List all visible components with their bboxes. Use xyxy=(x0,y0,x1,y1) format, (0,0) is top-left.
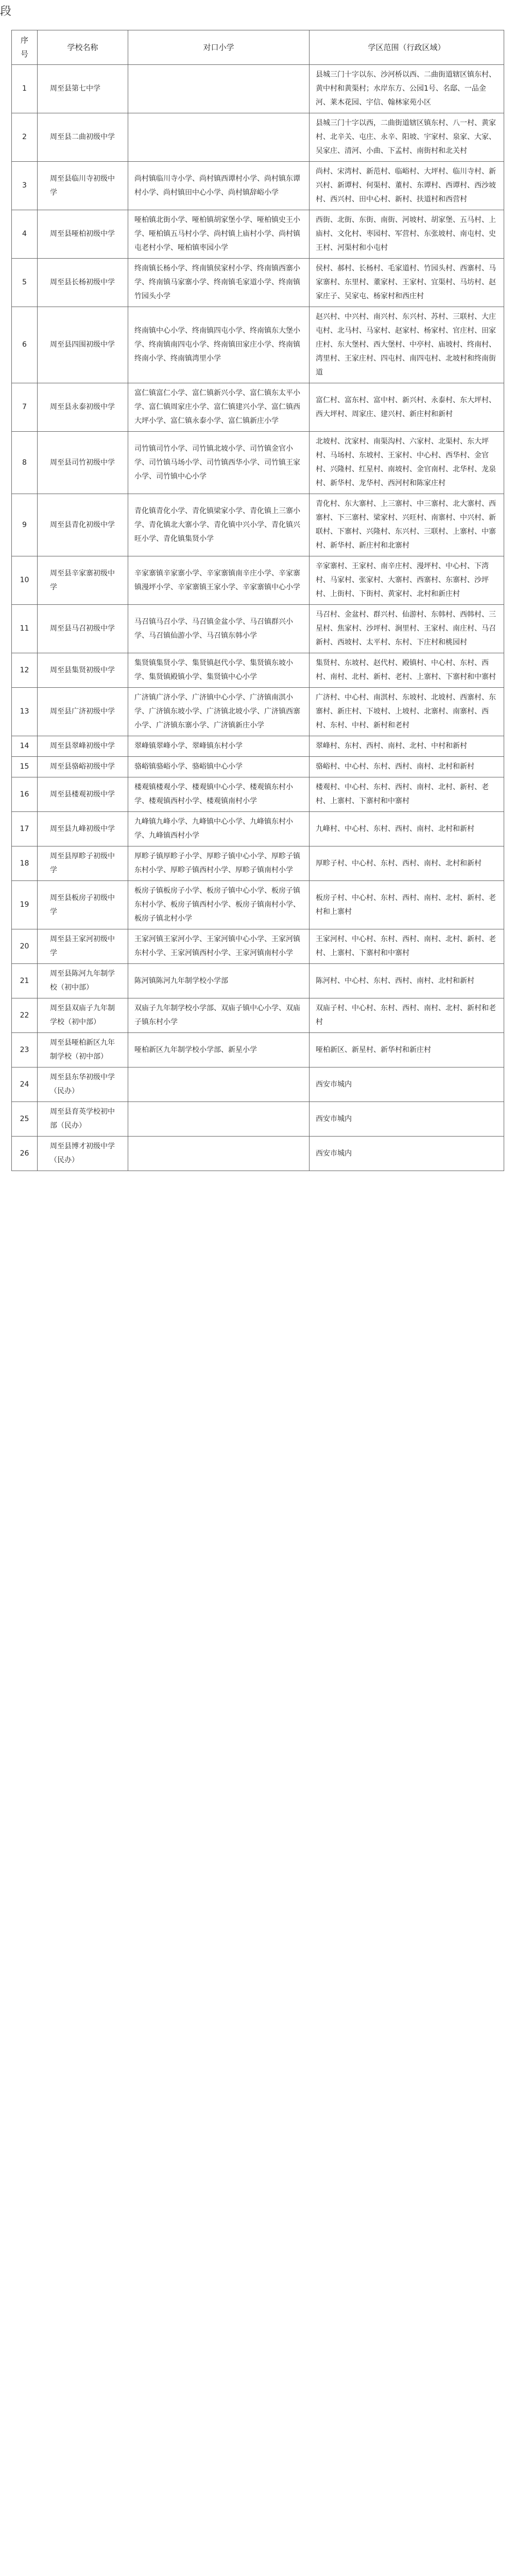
table-row xyxy=(12,998,504,1033)
cell-primary-schools: 哑柏镇北街小学、哑柏镇胡家堡小学、哑柏镇史王小学、哑柏镇五马村小学、尚村镇上庙村小学、尚村镇屯老村小学、哑柏镇枣园小学 xyxy=(128,210,310,259)
table-row xyxy=(12,432,504,494)
cell-primary-schools xyxy=(128,113,310,162)
table-row xyxy=(12,757,504,777)
table-row xyxy=(12,65,504,113)
cell-index: 15 xyxy=(12,757,38,777)
table-row xyxy=(12,736,504,757)
cell-district-range: 西安市城内 xyxy=(310,1067,504,1102)
cell-school-name: 周至县二曲初级中学 xyxy=(38,113,128,162)
cell-index: 12 xyxy=(12,653,38,688)
cell-index: 23 xyxy=(12,1033,38,1067)
cell-school-name: 周至县翠峰初级中学 xyxy=(38,736,128,757)
cell-primary-schools: 终南镇中心小学、终南镇四屯小学、终南镇东大堡小学、终南镇南四屯小学、终南镇田家庄小学、终南镇终南小学、终南镇湾里小学 xyxy=(128,307,310,383)
cell-primary-schools: 九峰镇九峰小学、九峰镇中心小学、九峰镇东村小学、九峰镇西村小学 xyxy=(128,812,310,846)
table-row xyxy=(12,210,504,259)
table xyxy=(11,30,504,1171)
cell-school-name: 周至县辛家寨初级中学 xyxy=(38,556,128,605)
cell-index: 19 xyxy=(12,881,38,929)
header-primary: 对口小学 xyxy=(128,30,310,65)
header-school: 学校名称 xyxy=(38,30,128,65)
cell-index: 18 xyxy=(12,846,38,881)
cell-district-range: 集贤村、东坡村、赵代村、殿镇村、中心村、东村、西村、南村、北村、新村、老村、上寨村、下寨村和中寨村 xyxy=(310,653,504,688)
table-body xyxy=(12,65,504,1171)
table-row xyxy=(12,846,504,881)
cell-index: 11 xyxy=(12,605,38,653)
cell-primary-schools: 终南镇长杨小学、终南镇侯家村小学、终南镇西寨小学、终南镇马家寨小学、终南镇毛家道小学、终南镇竹园头小学 xyxy=(128,259,310,307)
cell-index: 20 xyxy=(12,929,38,964)
cell-index: 4 xyxy=(12,210,38,259)
cell-index: 6 xyxy=(12,307,38,383)
cell-district-range: 王家河村、中心村、东村、西村、南村、北村、新村、老村、上寨村、下寨村和中寨村 xyxy=(310,929,504,964)
cell-primary-schools: 尚村镇临川寺小学、尚村镇西谭村小学、尚村镇东谭村小学、尚村镇田中心小学、尚村镇辞峪小学 xyxy=(128,162,310,210)
cell-district-range: 赵兴村、中兴村、南兴村、东兴村、苏村、三联村、大庄屯村、北马村、马家村、赵家村、杨家村、官庄村、田家庄村、东大堡村、西大堡村、中亭村、庙坡村、终南村、湾里村、王家庄村、四屯村、南四屯村、北坡村和终南街道 xyxy=(310,307,504,383)
cell-district-range: 楼观村、中心村、东村、西村、南村、北村、新村、老村、上寨村、下寨村和中寨村 xyxy=(310,777,504,812)
cell-district-range: 侯村、郝村、长杨村、毛家道村、竹园头村、西寨村、马家寨村、东里村、董家村、王家村、宜渠村、马坊村、赵家庄子、吴家屯、杨家村和西庄村 xyxy=(310,259,504,307)
cell-primary-schools: 司竹镇司竹小学、司竹镇北坡小学、司竹镇金官小学、司竹镇马场小学、司竹镇西华小学、司竹镇王家小学、司竹镇中心小学 xyxy=(128,432,310,494)
cell-index: 22 xyxy=(12,998,38,1033)
table-row xyxy=(12,605,504,653)
cell-school-name: 周至县广济初级中学 xyxy=(38,688,128,736)
table-row xyxy=(12,777,504,812)
cell-index: 16 xyxy=(12,777,38,812)
cell-school-name: 周至县司竹初级中学 xyxy=(38,432,128,494)
cell-district-range: 翠峰村、东村、西村、南村、北村、中村和新村 xyxy=(310,736,504,757)
cell-primary-schools: 富仁镇富仁小学、富仁镇新兴小学、富仁镇东太平小学、富仁镇周家庄小学、富仁镇建兴小学、富仁镇西大坪小学、富仁镇永泰小学、富仁镇新庄小学 xyxy=(128,383,310,432)
cell-school-name: 周至县育英学校初中部（民办） xyxy=(38,1102,128,1137)
table-row xyxy=(12,1033,504,1067)
table-row xyxy=(12,383,504,432)
table-row xyxy=(12,653,504,688)
cell-district-range: 县城三门十字以东、沙河桥以西、二曲街道辖区镇东村、黄中村和黄渠村；水岸东方、公园1号、名邸、一品金河、莱木花园、宇信、翰林家苑小区 xyxy=(310,65,504,113)
table-row xyxy=(12,929,504,964)
cell-school-name: 周至县青化初级中学 xyxy=(38,494,128,556)
cell-primary-schools xyxy=(128,1102,310,1137)
cell-index: 9 xyxy=(12,494,38,556)
cell-index: 13 xyxy=(12,688,38,736)
cell-primary-schools: 骆峪镇骆峪小学、骆峪镇中心小学 xyxy=(128,757,310,777)
table-header-row xyxy=(12,30,504,65)
cell-school-name: 周至县板房子初级中学 xyxy=(38,881,128,929)
cell-primary-schools: 厚畛子镇厚畛子小学、厚畛子镇中心小学、厚畛子镇东村小学、厚畛子镇西村小学、厚畛子镇南村小学 xyxy=(128,846,310,881)
cell-district-range: 哑柏新区、新星村、新华村和新庄村 xyxy=(310,1033,504,1067)
cell-index: 26 xyxy=(12,1137,38,1171)
cell-index: 17 xyxy=(12,812,38,846)
cell-index: 1 xyxy=(12,65,38,113)
cell-primary-schools: 双庙子九年制学校小学部、双庙子镇中心小学、双庙子镇东村小学 xyxy=(128,998,310,1033)
cell-school-name: 周至县第七中学 xyxy=(38,65,128,113)
cell-district-range: 青化村、东大寨村、上三寨村、中三寨村、北大寨村、西寨村、下三寨村、梁家村、兴旺村、南寨村、中兴村、新联村、下寨村、兴隆村、东兴村、三联村、上寨村、中寨村、新华村、新庄村和北寨村 xyxy=(310,494,504,556)
cell-primary-schools: 王家河镇王家河小学、王家河镇中心小学、王家河镇东村小学、王家河镇西村小学、王家河镇南村小学 xyxy=(128,929,310,964)
table-row xyxy=(12,307,504,383)
cell-primary-schools: 马召镇马召小学、马召镇金盆小学、马召镇群兴小学、马召镇仙游小学、马召镇东韩小学 xyxy=(128,605,310,653)
cell-primary-schools: 楼观镇楼观小学、楼观镇中心小学、楼观镇东村小学、楼观镇西村小学、楼观镇南村小学 xyxy=(128,777,310,812)
table-row xyxy=(12,113,504,162)
cell-district-range: 西安市城内 xyxy=(310,1102,504,1137)
cell-school-name: 周至县骆峪初级中学 xyxy=(38,757,128,777)
table-row xyxy=(12,688,504,736)
cell-school-name: 周至县临川寺初级中学 xyxy=(38,162,128,210)
cell-primary-schools xyxy=(128,1137,310,1171)
cell-primary-schools xyxy=(128,1067,310,1102)
cell-school-name: 周至县厚畛子初级中学 xyxy=(38,846,128,881)
cell-district-range: 厚畛子村、中心村、东村、西村、南村、北村和新村 xyxy=(310,846,504,881)
cell-school-name: 周至县东华初级中学（民办） xyxy=(38,1067,128,1102)
cell-primary-schools: 陈河镇陈河九年制学校小学部 xyxy=(128,964,310,998)
header-index: 序号 xyxy=(12,30,38,65)
cell-school-name: 周至县哑柏新区九年制学校（初中部） xyxy=(38,1033,128,1067)
cell-index: 24 xyxy=(12,1067,38,1102)
cell-school-name: 周至县王家河初级中学 xyxy=(38,929,128,964)
cell-school-name: 周至县永泰初级中学 xyxy=(38,383,128,432)
cell-district-range: 板房子村、中心村、东村、西村、南村、北村、新村、老村和上寨村 xyxy=(310,881,504,929)
table-row xyxy=(12,964,504,998)
table-row xyxy=(12,162,504,210)
table-row xyxy=(12,881,504,929)
table-row xyxy=(12,494,504,556)
cell-school-name: 周至县哑柏初级中学 xyxy=(38,210,128,259)
table-row xyxy=(12,259,504,307)
cell-index: 2 xyxy=(12,113,38,162)
cell-school-name: 周至县四围初级中学 xyxy=(38,307,128,383)
table-row xyxy=(12,1067,504,1102)
cell-district-range: 广济村、中心村、南淇村、东坡村、北坡村、西寨村、东寨村、新庄村、下坡村、上坡村、北寨村、南寨村、西村、东村、中村、新村和老村 xyxy=(310,688,504,736)
cell-school-name: 周至县集贤初级中学 xyxy=(38,653,128,688)
cell-district-range: 西街、北街、东街、南街、河坡村、胡家堡、五马村、上庙村、文化村、枣园村、军营村、东张坡村、南屯村、史王村、河渠村和小屯村 xyxy=(310,210,504,259)
cell-district-range: 九峰村、中心村、东村、西村、南村、北村和新村 xyxy=(310,812,504,846)
cell-school-name: 周至县陈河九年制学校（初中部） xyxy=(38,964,128,998)
table-row xyxy=(12,1137,504,1171)
cell-school-name: 周至县楼观初级中学 xyxy=(38,777,128,812)
table-row xyxy=(12,1102,504,1137)
cell-primary-schools: 集贤镇集贤小学、集贤镇赵代小学、集贤镇东坡小学、集贤镇殿镇小学、集贤镇中心小学 xyxy=(128,653,310,688)
table-row xyxy=(12,556,504,605)
cell-district-range: 富仁村、富东村、富中村、新兴村、永泰村、东大坪村、西大坪村、周家庄、建兴村、新庄村和新村 xyxy=(310,383,504,432)
cell-primary-schools: 广济镇广济小学、广济镇中心小学、广济镇南淇小学、广济镇东坡小学、广济镇北坡小学、广济镇西寨小学、广济镇东寨小学、广济镇新庄小学 xyxy=(128,688,310,736)
cell-district-range: 辛家寨村、王家村、南辛庄村、漫坪村、中心村、下湾村、马家村、张家村、大寨村、西寨村、东寨村、沙坪村、上街村、下街村、黄家村、北村和新庄村 xyxy=(310,556,504,605)
cell-primary-schools: 辛家寨镇辛家寨小学、辛家寨镇南辛庄小学、辛家寨镇漫坪小学、辛家寨镇王家小学、辛家寨镇中心小学 xyxy=(128,556,310,605)
cell-district-range: 双庙子村、中心村、东村、西村、南村、北村、新村和老村 xyxy=(310,998,504,1033)
cell-district-range: 西安市城内 xyxy=(310,1137,504,1171)
cell-district-range: 北坡村、沈家村、南渠沟村、六家村、北渠村、东大坪村、马场村、东坡村、王家村、中心村、西华村、金官村、兴隆村、红星村、南坡村、金官南村、北华村、龙泉村、新华村、龙华村、西河村和陈家庄村 xyxy=(310,432,504,494)
cell-school-name: 周至县长杨初级中学 xyxy=(38,259,128,307)
cell-school-name: 周至县双庙子九年制学校（初中部） xyxy=(38,998,128,1033)
cell-index: 8 xyxy=(12,432,38,494)
cell-district-range: 县城三门十字以西，二曲街道辖区镇东村、八一村、黄家村、北辛关、屯庄、永辛、阳坡、宇家村、泉家、大家、吴家庄、清河、小曲、下孟村、南街村和北关村 xyxy=(310,113,504,162)
section-label: 段 xyxy=(0,5,12,18)
cell-primary-schools: 哑柏新区九年制学校小学部、新星小学 xyxy=(128,1033,310,1067)
cell-primary-schools: 板房子镇板房子小学、板房子镇中心小学、板房子镇东村小学、板房子镇西村小学、板房子镇南村小学、板房子镇北村小学 xyxy=(128,881,310,929)
cell-index: 10 xyxy=(12,556,38,605)
header-district: 学区范围（行政区域） xyxy=(310,30,504,65)
cell-district-range: 尚村、宋湾村、新范村、临峪村、大坪村、临川寺村、新兴村、新谭村、何渠村、董村、东谭村、西谭村、西沙坡村、西兴村、田中心村、新村、扶道村和西营村 xyxy=(310,162,504,210)
cell-index: 25 xyxy=(12,1102,38,1137)
cell-district-range: 骆峪村、中心村、东村、西村、南村、北村和新村 xyxy=(310,757,504,777)
cell-index: 14 xyxy=(12,736,38,757)
cell-school-name: 周至县马召初级中学 xyxy=(38,605,128,653)
cell-primary-schools: 青化镇青化小学、青化镇梁家小学、青化镇上三寨小学、青化镇北大寨小学、青化镇中兴小学、青化镇兴旺小学、青化镇集贤小学 xyxy=(128,494,310,556)
cell-district-range: 马召村、金盆村、群兴村、仙游村、东韩村、西韩村、三星村、焦家村、沙坪村、涧里村、王家村、南庄村、马召新村、西坡村、太平村、东村、下庄村和桃园村 xyxy=(310,605,504,653)
table-row xyxy=(12,812,504,846)
cell-index: 3 xyxy=(12,162,38,210)
cell-index: 7 xyxy=(12,383,38,432)
cell-index: 5 xyxy=(12,259,38,307)
school-district-table xyxy=(11,30,504,1171)
cell-school-name: 周至县九峰初级中学 xyxy=(38,812,128,846)
cell-school-name: 周至县博才初级中学（民办） xyxy=(38,1137,128,1171)
cell-index: 21 xyxy=(12,964,38,998)
cell-district-range: 陈河村、中心村、东村、西村、南村、北村和新村 xyxy=(310,964,504,998)
cell-primary-schools: 翠峰镇翠峰小学、翠峰镇东村小学 xyxy=(128,736,310,757)
cell-primary-schools xyxy=(128,65,310,113)
